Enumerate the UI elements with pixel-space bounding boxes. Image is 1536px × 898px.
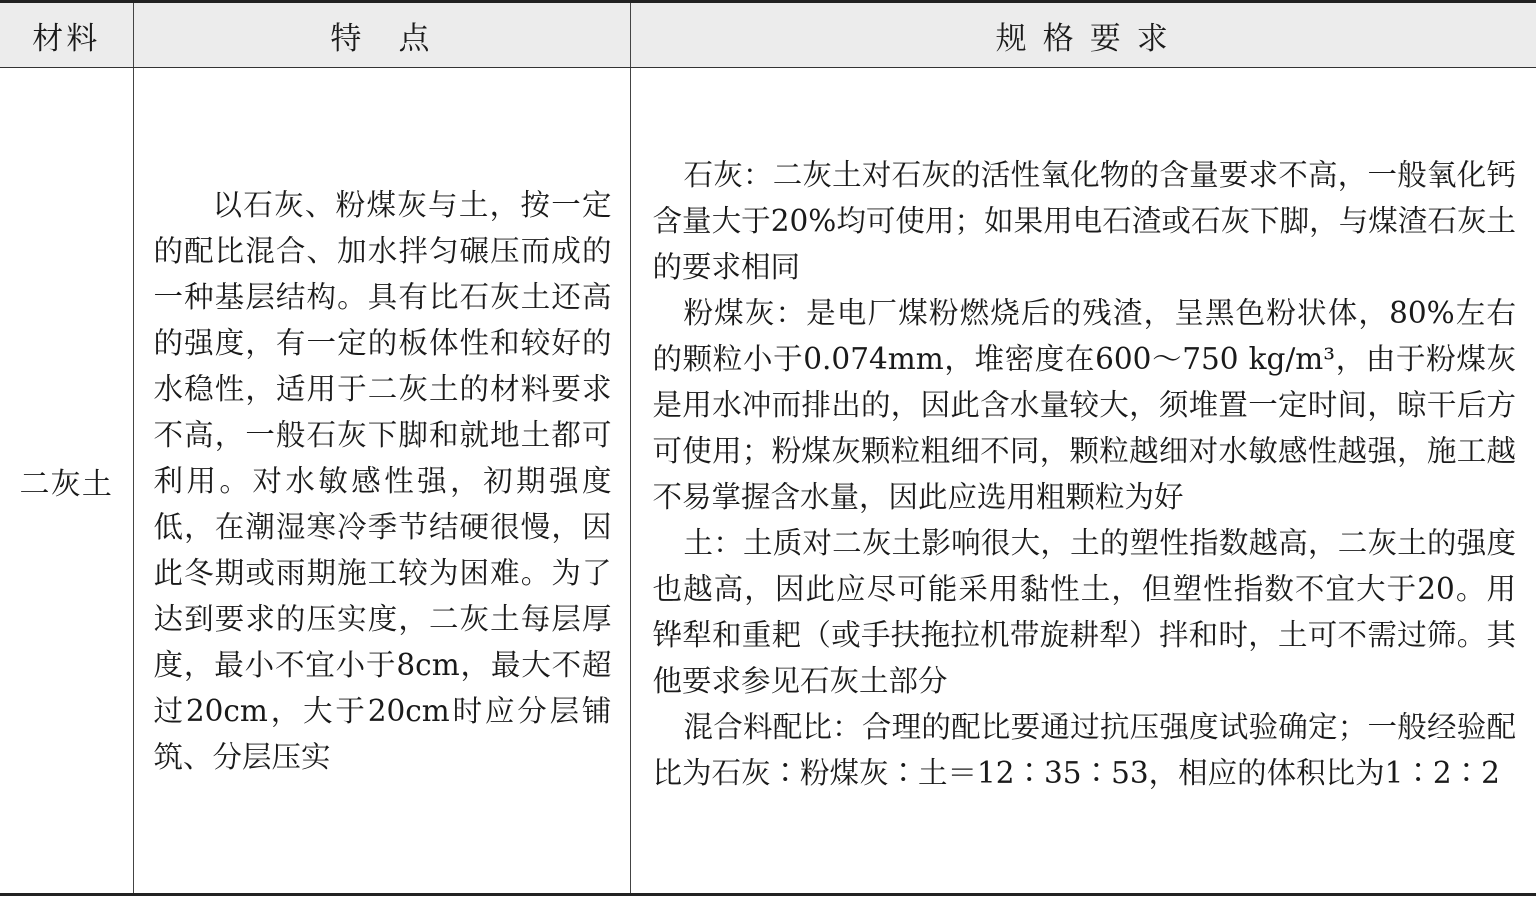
spec-lime-paragraph: 石灰：二灰土对石灰的活性氧化物的含量要求不高，一般氧化钙含量大于20%均可使用；如果用电石渣或石灰下脚，与煤渣石灰土的要求相同 bbox=[652, 157, 1516, 284]
header-material: 材料 bbox=[0, 2, 133, 68]
spec-soil-paragraph: 土：土质对二灰土影响很大，土的塑性指数越高，二灰土的强度也越高，因此应尽可能采用黏性土，但塑性指数不宜大于20。用铧犁和重耙（或手扶拖拉机带旋耕犁）拌和时，土可不需过筛。其他要求参见石灰土部分 bbox=[652, 525, 1516, 698]
table-row bbox=[0, 68, 1536, 895]
specs-cell bbox=[630, 68, 1536, 895]
features-cell: 以石灰、粉煤灰与土，按一定的配比混合、加水拌匀碾压而成的一种基层结构。具有比石灰土还高的强度，有一定的板体性和较好的水稳性，适用于二灰土的材料要求不高，一般石灰下脚和就地土都可利用。对水敏感性强，初期强度低，在潮湿寒冷季节结硬很慢，因此冬期或雨期施工较为困难。为了达到要求的压实度，二灰土每层厚度，最小不宜小于8cm，最大不超过20cm，大于20cm时应分层铺筑、分层压实 bbox=[133, 68, 630, 895]
material-name-cell: 二灰土 bbox=[19, 466, 114, 502]
header-features: 特 点 bbox=[133, 2, 630, 68]
header-row bbox=[0, 2, 1536, 68]
spec-flyash-paragraph: 粉煤灰：是电厂煤粉燃烧后的残渣，呈黑色粉状体，80%左右的颗粒小于0.074mm，堆密度在600～750 kg/m³，由于粉煤灰是用水冲而排出的，因此含水量较大，须堆置一定时间，晾干后方可使用；粉煤灰颗粒粗细不同，颗粒越细对水敏感性越强，施工越不易掌握含水量，因此应选用粗颗粒为好 bbox=[652, 295, 1516, 514]
spec-mix-ratio-paragraph: 混合料配比：合理的配比要通过抗压强度试验确定；一般经验配比为石灰∶粉煤灰∶土＝12∶35∶53，相应的体积比为1∶2∶2 bbox=[652, 709, 1516, 790]
header-specs: 规 格 要 求 bbox=[630, 2, 1536, 68]
